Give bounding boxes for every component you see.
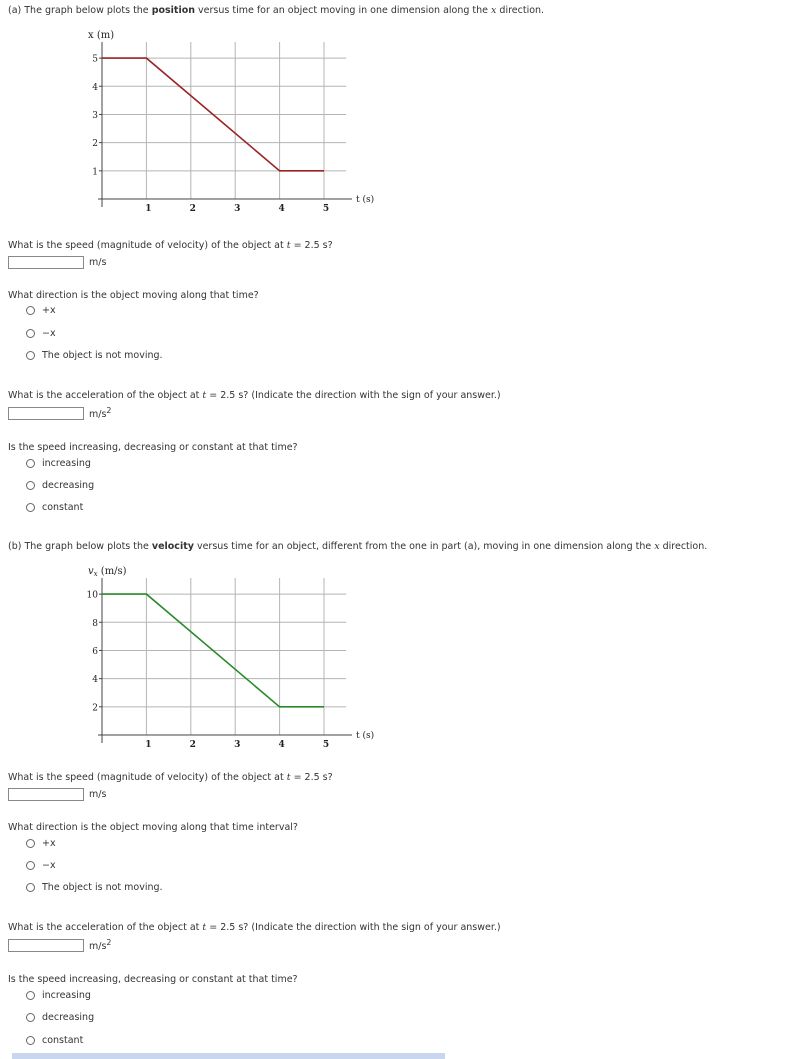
part-a-speed-unit: m/s — [89, 257, 107, 268]
part-a-option-constant[interactable] — [26, 502, 83, 513]
radio-circle-icon[interactable] — [26, 991, 35, 1000]
radio-label: constant — [42, 502, 84, 513]
part-b-option-increasing[interactable] — [26, 990, 91, 1001]
radio-label: −x — [42, 860, 56, 871]
part-a-speed-change-question: Is the speed increasing, decreasing or constant at that time? — [8, 442, 298, 453]
part-a-direction-option-not-moving[interactable] — [26, 350, 163, 361]
x-tick-label: 4 — [278, 204, 285, 214]
part-a-accel-unit: $m/s^2$ — [89, 406, 112, 421]
y-tick-label: 3 — [92, 110, 98, 121]
x-axis-label: t (s) — [356, 195, 375, 205]
part-b-accel-unit: $m/s^2$ — [89, 938, 112, 953]
part-b-option-constant[interactable] — [26, 1035, 83, 1046]
y-tick-label: 2 — [92, 139, 98, 150]
radio-label: The object is not moving. — [42, 350, 163, 361]
x-tick-label: 1 — [145, 204, 152, 214]
part-b-speed-question: What is the speed (magnitude of velocity) of the object at t = 2.5 s? — [8, 772, 333, 783]
radio-circle-icon[interactable] — [26, 1036, 35, 1045]
part-a-accel-question: What is the acceleration of the object at t = 2.5 s? (Indicate the direction with the sign of your answer.) — [8, 390, 501, 401]
part-b-direction-option-plus-x[interactable] — [26, 838, 56, 849]
y-tick-label: 6 — [92, 646, 98, 657]
part-b-speed-change-question: Is the speed increasing, decreasing or constant at that time? — [8, 974, 298, 985]
radio-label: decreasing — [42, 480, 95, 491]
part-b-speed-unit: m/s — [89, 789, 107, 800]
x-tick-label: 3 — [234, 204, 241, 214]
part-b-speed-input[interactable] — [8, 788, 84, 801]
part-b-intro: (b) The graph below plots the velocity versus time for an object, different from the one in part (a), moving in one dimension along the x direction. — [8, 541, 708, 552]
part-b-direction-option-not-moving[interactable] — [26, 882, 163, 893]
part-a-speed-input[interactable] — [8, 256, 84, 269]
y-tick-label: 8 — [92, 618, 98, 629]
bottom-scroll-bar — [12, 1053, 445, 1059]
radio-circle-icon[interactable] — [26, 459, 35, 468]
radio-circle-icon[interactable] — [26, 329, 35, 338]
radio-label: decreasing — [42, 1012, 95, 1023]
part-a-speed-question: What is the speed (magnitude of velocity) of the object at t = 2.5 s? — [8, 240, 333, 251]
radio-label: +x — [42, 305, 56, 316]
radio-circle-icon[interactable] — [26, 1013, 35, 1022]
radio-label: increasing — [42, 990, 91, 1001]
velocity-time-chart — [60, 564, 380, 754]
part-b-accel-question: What is the acceleration of the object at t = 2.5 s? (Indicate the direction with the sign of your answer.) — [8, 922, 501, 933]
part-a-option-decreasing[interactable] — [26, 480, 94, 491]
x-tick-label: 2 — [189, 740, 196, 750]
radio-label: increasing — [42, 458, 91, 469]
y-axis-label: $v_x$ (m/s) — [88, 566, 127, 578]
radio-circle-icon[interactable] — [26, 481, 35, 490]
x-axis-label: t (s) — [356, 731, 375, 741]
radio-circle-icon[interactable] — [26, 503, 35, 512]
radio-circle-icon[interactable] — [26, 861, 35, 870]
radio-circle-icon[interactable] — [26, 883, 35, 892]
x-tick-label: 2 — [189, 204, 196, 214]
y-tick-label: 4 — [92, 82, 98, 93]
y-tick-label: 4 — [92, 675, 98, 686]
x-tick-label: 4 — [278, 740, 285, 750]
radio-circle-icon[interactable] — [26, 351, 35, 360]
y-tick-label: 1 — [92, 167, 98, 178]
position-time-chart — [60, 28, 380, 218]
x-tick-label: 5 — [322, 204, 330, 214]
radio-label: constant — [42, 1035, 84, 1046]
part-b-accel-input[interactable] — [8, 939, 84, 952]
y-tick-label: 10 — [86, 590, 98, 601]
radio-label: The object is not moving. — [42, 882, 163, 893]
y-axis-label: x (m) — [88, 30, 115, 41]
y-tick-label: 5 — [92, 54, 98, 65]
radio-label: −x — [42, 328, 56, 339]
radio-circle-icon[interactable] — [26, 306, 35, 315]
x-tick-label: 1 — [145, 740, 152, 750]
part-a-direction-question: What direction is the object moving along that time? — [8, 290, 259, 301]
x-tick-label: 3 — [234, 740, 241, 750]
part-a-accel-input[interactable] — [8, 407, 84, 420]
part-a-intro: (a) The graph below plots the position versus time for an object moving in one dimension along the x direction. — [8, 5, 545, 16]
part-a-option-increasing[interactable] — [26, 458, 91, 469]
part-a-direction-option-plus-x[interactable] — [26, 305, 56, 316]
radio-circle-icon[interactable] — [26, 839, 35, 848]
part-b-option-decreasing[interactable] — [26, 1012, 94, 1023]
part-b-direction-option-minus-x[interactable] — [26, 860, 56, 871]
part-b-direction-question: What direction is the object moving along that time interval? — [8, 822, 298, 833]
y-tick-label: 2 — [92, 703, 98, 714]
part-a-direction-option-minus-x[interactable] — [26, 328, 56, 339]
radio-label: +x — [42, 838, 56, 849]
x-tick-label: 5 — [322, 740, 330, 750]
